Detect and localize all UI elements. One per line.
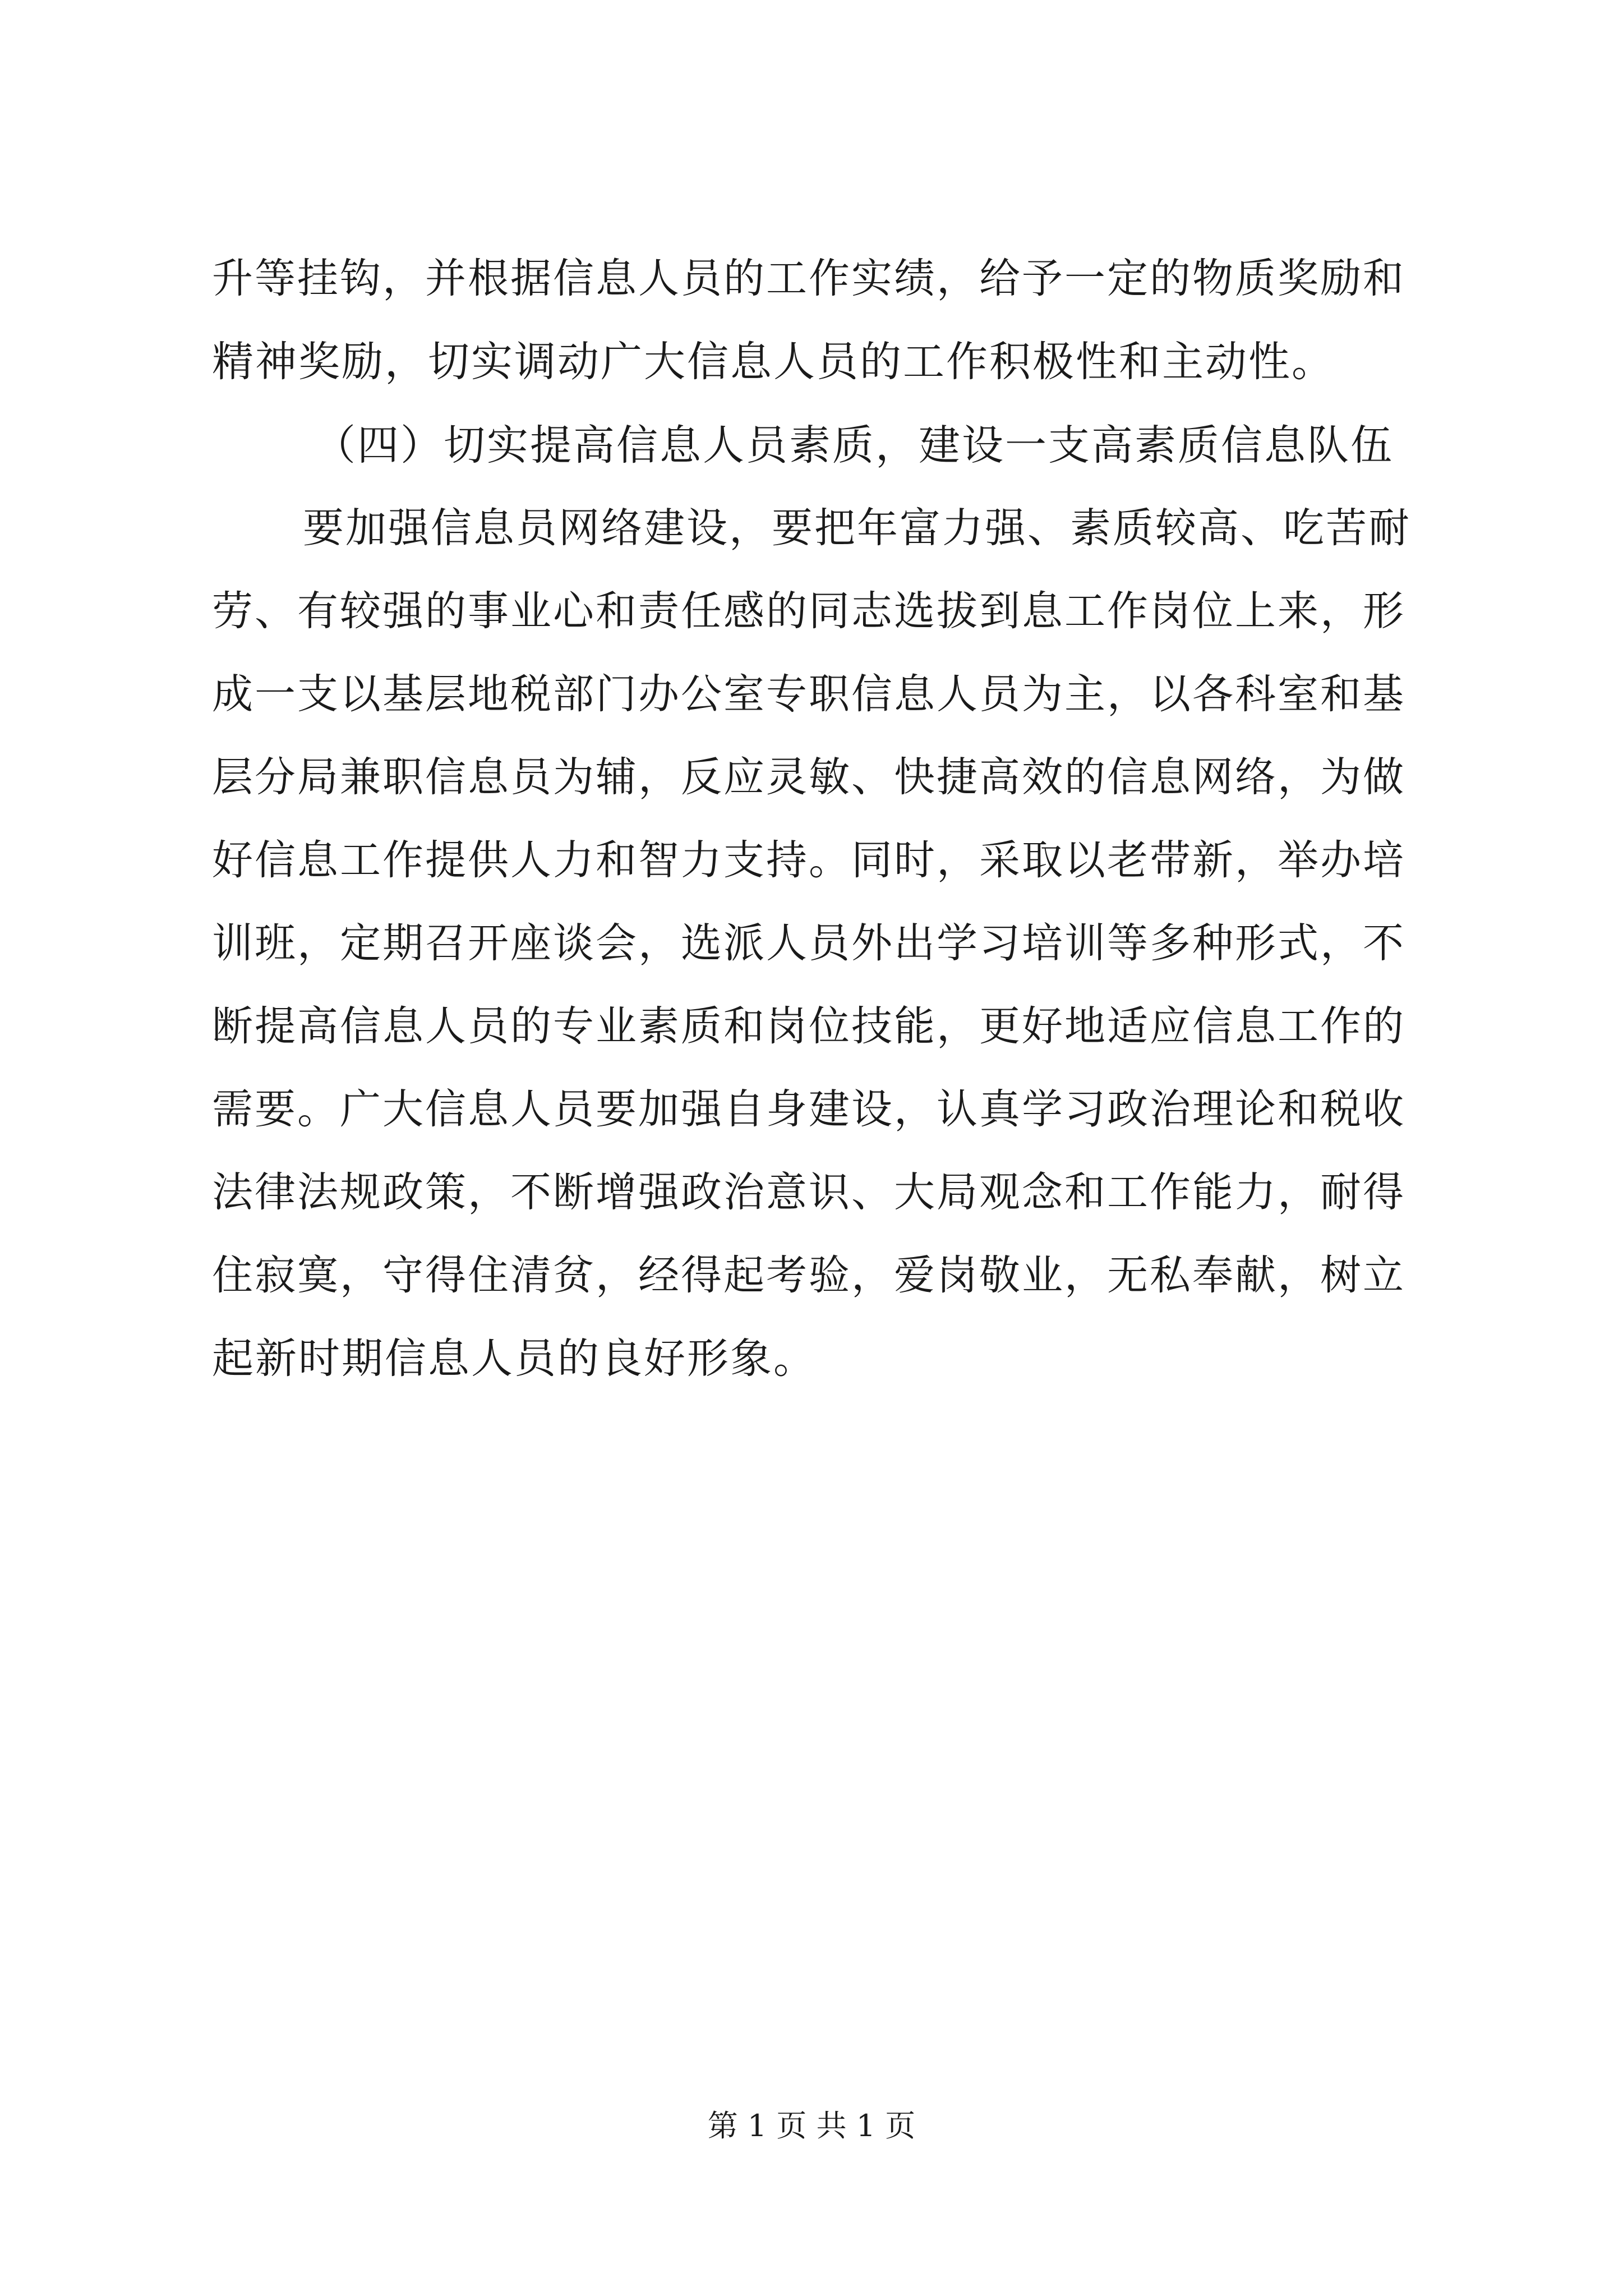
section-heading-4: （四）切实提高信息人员素质，建设一支高素质信息队伍 [314, 421, 1394, 470]
body-line-2: 精神奖励，切实调动广大信息人员的工作积极性和主动性。 [212, 338, 1335, 386]
body-line-1: 升等挂钩，并根据信息人员的工作实绩，给予一定的物质奖励和 [212, 255, 1405, 302]
body-line-11: 需要。广大信息人员要加强自身建设，认真学习政治理论和税收 [212, 1085, 1405, 1133]
body-line-9: 训班，定期召开座谈会，选派人员外出学习培训等多种形式，不 [212, 919, 1405, 967]
body-line-10: 断提高信息人员的专业素质和岗位技能，更好地适应信息工作的 [212, 1002, 1405, 1050]
body-line-8: 好信息工作提供人力和智力支持。同时，采取以老带新，举办培 [212, 836, 1405, 884]
body-line-7: 层分局兼职信息员为辅，反应灵敏、快捷高效的信息网络，为做 [212, 753, 1405, 801]
paragraph-first-line: 要加强信息员网络建设，要把年富力强、素质较高、吃苦耐 [303, 504, 1411, 552]
body-line-13: 住寂寞，守得住清贫，经得起考验，爱岗敬业，无私奉献，树立 [212, 1251, 1405, 1299]
body-line-5: 劳、有较强的事业心和责任感的同志选拔到息工作岗位上来，形 [212, 587, 1405, 635]
body-line-6: 成一支以基层地税部门办公室专职信息人员为主，以各科室和基 [212, 670, 1405, 718]
body-line-12: 法律法规政策，不断增强政治意识、大局观念和工作能力，耐得 [212, 1168, 1405, 1216]
page-footer: 第 1 页 共 1 页 [707, 2108, 916, 2143]
body-line-14: 起新时期信息人员的良好形象。 [212, 1335, 817, 1383]
